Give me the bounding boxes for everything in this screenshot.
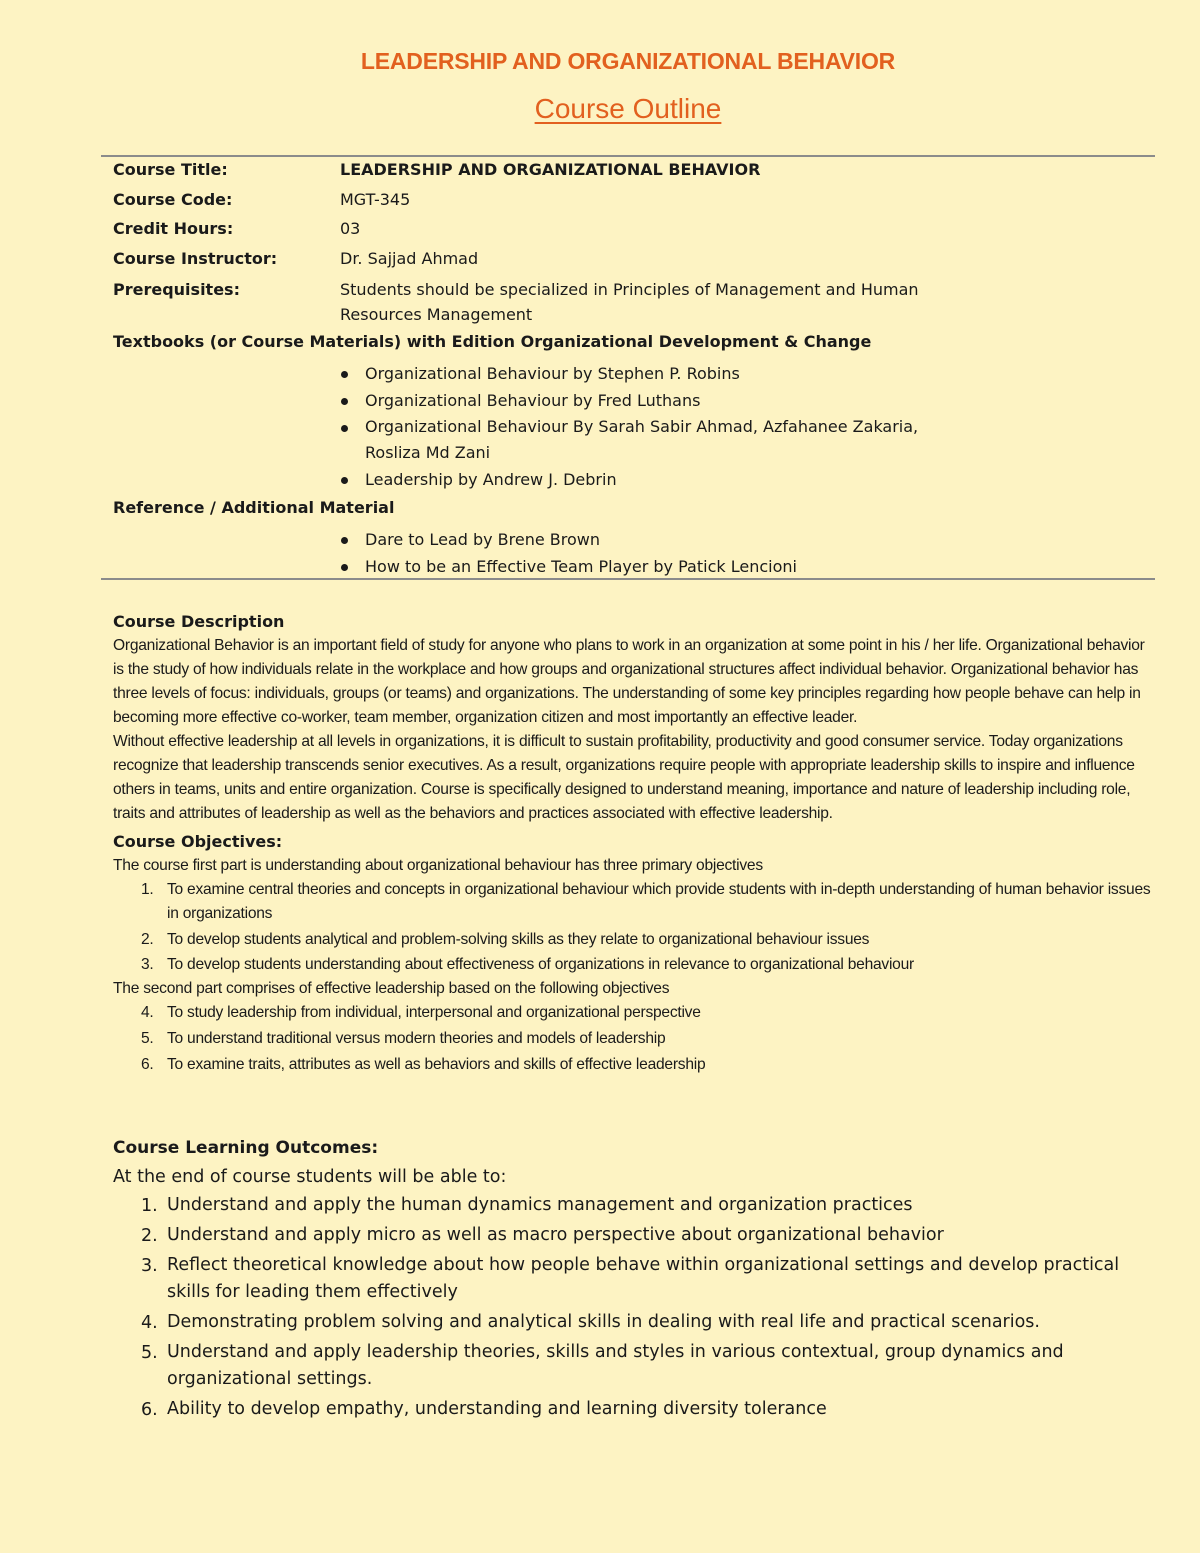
bullet-icon	[341, 564, 348, 571]
credit-hours-value: 03	[340, 219, 361, 238]
description-heading: Course Description	[113, 612, 285, 631]
list-item: 2. Understand and apply micro as well as macro perspective about organizational behavior	[141, 1225, 944, 1246]
bullet-icon	[341, 371, 348, 378]
list-item: 5. To understand traditional versus modern theories and models of leadership	[141, 1030, 666, 1047]
textbooks-list	[340, 360, 940, 493]
list-item: Dare to Lead by Brene Brown	[340, 526, 940, 553]
list-item: 3. To develop students understanding about effectiveness of organizations in relevance to organizational behaviour	[141, 956, 914, 973]
bullet-icon	[341, 537, 348, 544]
objectives-heading: Course Objectives:	[113, 832, 283, 851]
references-list	[340, 526, 940, 580]
outcomes-heading: Course Learning Outcomes:	[113, 1138, 379, 1158]
list-item: Organizational Behaviour By Sarah Sabir Ahmad, Azfahanee Zakaria, Rosliza Md Zani	[340, 414, 940, 466]
list-item: 4. Demonstrating problem solving and analytical skills in dealing with real life and practical scenarios.	[141, 1312, 1040, 1333]
bullet-icon	[341, 477, 348, 484]
learning-outcomes-section	[113, 1134, 1153, 1426]
objectives-part1-list	[113, 878, 1153, 977]
list-item: 6. Ability to develop empathy, understanding and learning diversity tolerance	[141, 1399, 827, 1420]
list-item: How to be an Effective Team Player by Patick Lencioni	[340, 553, 940, 580]
objectives-part2-intro: The second part comprises of effective leadership based on the following objectives	[113, 980, 670, 997]
list-item: Organizational Behaviour by Fred Luthans	[340, 387, 940, 414]
description-paragraph-1: Organizational Behavior is an important field of study for anyone who plans to work in an organization at some point in his / her life. Organizational behavior is the study of how individuals relate in the workplace and how groups and organizational structures affect individual behavior. Organizational behavior has three levels of focus: individuals, groups (or teams) and organizations. The understanding of some key principles regarding how people behave can help in becoming more effective co-worker, team member, organization citizen and most importantly an effective leader.	[113, 637, 1145, 726]
instructor-label: Course Instructor:	[113, 249, 278, 268]
course-title-label: Course Title:	[113, 160, 228, 179]
bullet-icon	[341, 425, 348, 432]
list-item: 3. Reflect theoretical knowledge about how people behave within organizational settings and develop practical skills for leading them effectively	[141, 1255, 1120, 1302]
list-item: 4. To study leadership from individual, interpersonal and organizational perspective	[141, 1004, 701, 1021]
document-title: LEADERSHIP AND ORGANIZATIONAL BEHAVIOR	[360, 48, 896, 74]
credit-hours-label: Credit Hours:	[113, 219, 234, 238]
list-item: Organizational Behaviour by Stephen P. Robins	[340, 360, 940, 387]
list-item: 6. To examine traits, attributes as well as behaviors and skills of effective leadership	[141, 1056, 706, 1073]
outcomes-intro: At the end of course students will be able to:	[113, 1167, 507, 1187]
objectives-part1-intro: The course first part is understanding about organizational behaviour has three primary objectives	[113, 857, 763, 874]
reference-heading: Reference / Additional Material	[113, 498, 395, 517]
bullet-icon	[341, 398, 348, 405]
prerequisites-label: Prerequisites:	[113, 280, 240, 299]
course-code-label: Course Code:	[113, 190, 233, 209]
course-description-section	[113, 610, 1153, 1077]
list-item: 1. Understand and apply the human dynamics management and organization practices	[141, 1195, 913, 1216]
bottom-divider	[101, 578, 1155, 580]
course-title-value: LEADERSHIP AND ORGANIZATIONAL BEHAVIOR	[340, 160, 761, 179]
course-code-value: MGT-345	[340, 190, 411, 209]
description-paragraph-2: Without effective leadership at all levels in organizations, it is difficult to sustain profitability, productivity and good consumer service. Today organizations recognize that leadership transcends senior executives. As a result, organizations require people with appropriate leadership skills to inspire and influence others in teams, units and entire organization. Course is specifically designed to understand meaning, importance and nature of leadership including role, traits and attributes of leadership as well as the behaviors and practices associated with effective leadership.	[113, 733, 1135, 822]
list-item: 2. To develop students analytical and problem-solving skills as they relate to organizational behaviour issues	[141, 931, 870, 948]
top-divider	[101, 155, 1155, 157]
list-item: 5. Understand and apply leadership theories, skills and styles in various contextual, group dynamics and organizational settings.	[141, 1342, 1064, 1389]
textbooks-heading: Textbooks (or Course Materials) with Edition Organizational Development & Change	[113, 332, 872, 351]
outcomes-list	[113, 1192, 1153, 1423]
list-item: 1. To examine central theories and concepts in organizational behaviour which provide students with in-depth understanding of human behavior issues in organizations	[141, 881, 1151, 922]
prerequisites-value: Students should be specialized in Principles of Management and Human Resources Management	[340, 280, 919, 324]
objectives-part2-list	[113, 1001, 1153, 1077]
list-item: Leadership by Andrew J. Debrin	[340, 466, 940, 493]
instructor-value: Dr. Sajjad Ahmad	[340, 249, 479, 268]
document-subtitle: Course Outline	[534, 93, 722, 124]
